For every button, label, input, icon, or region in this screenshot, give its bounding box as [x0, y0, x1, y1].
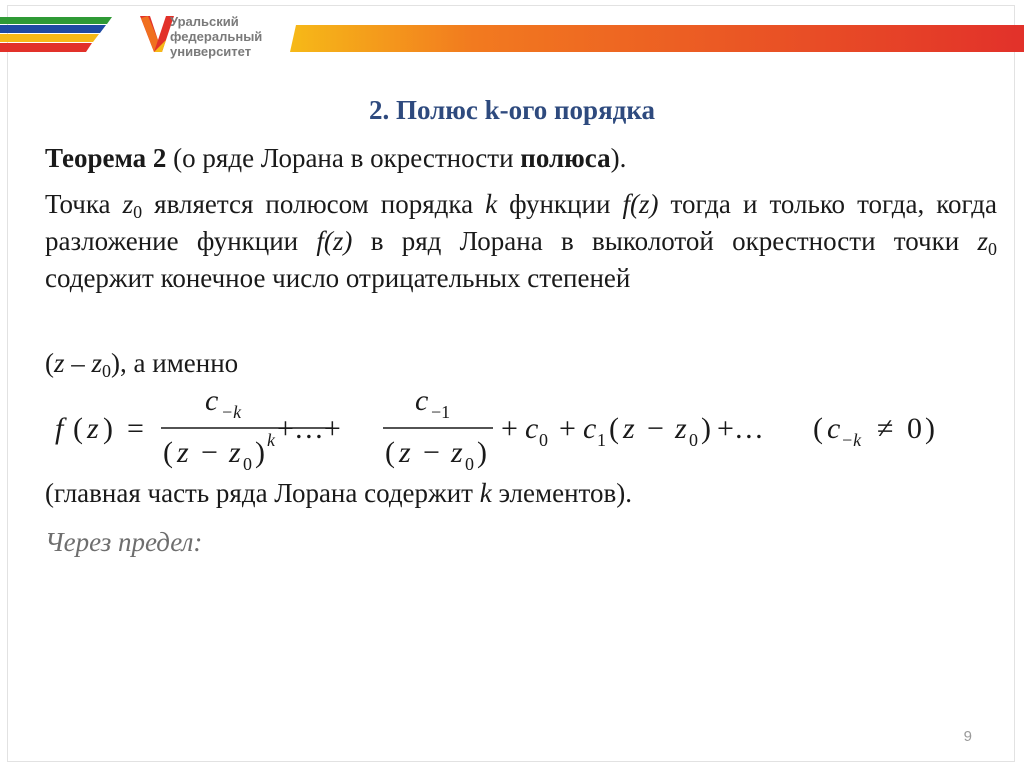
stripe-blue — [0, 25, 106, 33]
formula-sub: 0 — [539, 430, 548, 450]
var-z: z — [122, 189, 134, 219]
formula-sub: −k — [221, 402, 242, 422]
formula-paren: ( — [609, 412, 619, 445]
formula-z: z — [399, 436, 411, 469]
statement-text: содержит конечное число отрицательных степеней — [45, 263, 631, 293]
slide-title: 2. Полюс k-ого порядка — [369, 95, 655, 125]
formula-sub: 0 — [465, 454, 474, 474]
note-text: (главная часть ряда Лорана содержит — [45, 478, 480, 508]
formula-z: z — [87, 412, 99, 445]
stripe-right — [290, 25, 1024, 52]
formula-equals: = — [127, 412, 144, 445]
formula-dots: +…+ — [277, 412, 341, 445]
formula-power: k — [267, 430, 275, 450]
formula-paren: ( — [813, 412, 823, 445]
var-z: z — [54, 348, 65, 378]
formula-paren: ) — [103, 412, 113, 445]
formula-sub: 0 — [689, 430, 698, 450]
laurent-formula — [45, 380, 1024, 490]
formula-minus: − — [201, 436, 218, 469]
formula-c: c — [525, 412, 539, 445]
var-fz: f(z) — [316, 226, 353, 256]
formula-tail: +… — [717, 412, 764, 445]
note-text: элементов). — [491, 478, 632, 508]
stripe-yellow — [0, 34, 99, 42]
formula-z: z — [675, 412, 687, 445]
subscript: 0 — [133, 202, 143, 222]
formula-minus: − — [423, 436, 440, 469]
statement-text: в ряд Лорана в выколотой окрестности точки — [352, 226, 978, 256]
university-logo-icon — [140, 16, 174, 52]
formula-sub: −k — [841, 430, 862, 450]
theorem-statement — [45, 186, 997, 297]
formula-c: c — [205, 384, 219, 417]
var-z: z — [91, 348, 103, 378]
theorem-heading — [45, 140, 997, 177]
formula-z: z — [451, 436, 463, 469]
formula-paren: ( — [385, 436, 395, 469]
logo-line: университет — [170, 44, 252, 59]
statement-text: функции — [497, 189, 623, 219]
formula-paren: ) — [477, 436, 487, 469]
theorem-bold-word: полюса — [520, 143, 611, 173]
formula-sub: 0 — [243, 454, 252, 474]
formula-paren: ( — [73, 412, 83, 445]
statement-text: является полюсом порядка — [142, 189, 486, 219]
formula-paren: ( — [163, 436, 173, 469]
stripe-red — [0, 43, 92, 52]
var-z: z — [977, 226, 988, 256]
statement-text: ), а именно — [111, 348, 239, 378]
stripe-green — [0, 17, 112, 24]
svg-text:f — [55, 412, 67, 445]
formula-plus: + — [559, 412, 576, 445]
minus: – — [64, 348, 92, 378]
theorem-text-end: ). — [610, 143, 627, 173]
university-name — [170, 14, 262, 59]
formula-paren: ) — [255, 436, 265, 469]
var-k: k — [485, 189, 498, 219]
logo-line: Уральский — [170, 14, 239, 29]
formula-z: z — [229, 436, 241, 469]
paren: ( — [45, 348, 54, 378]
limit-label: Через предел: — [45, 527, 203, 557]
formula-zero: 0 — [907, 412, 922, 445]
formula-plus: + — [501, 412, 518, 445]
formula-z: z — [177, 436, 189, 469]
logo-line: федеральный — [170, 29, 263, 44]
page-number: 9 — [963, 728, 972, 745]
formula-sub: −1 — [431, 402, 451, 422]
theorem-text: (о ряде Лорана в окрестности — [166, 143, 521, 173]
formula-sub: 1 — [597, 430, 606, 450]
subscript: 0 — [988, 239, 997, 259]
header-stripes — [0, 0, 1024, 70]
formula-c: c — [583, 412, 597, 445]
principal-part-note — [45, 478, 632, 509]
formula-minus: − — [647, 412, 664, 445]
formula-f: f — [55, 412, 64, 445]
statement-continuation — [45, 345, 997, 382]
formula-paren: ) — [925, 412, 935, 445]
formula-paren: ) — [701, 412, 711, 445]
theorem-label: Теорема 2 — [45, 143, 167, 173]
formula-c: c — [827, 412, 841, 445]
var-fz: f(z) — [622, 189, 659, 219]
formula-neq: ≠ — [877, 412, 894, 445]
subscript: 0 — [102, 361, 112, 381]
statement-text: Точка — [45, 189, 123, 219]
formula-z: z — [623, 412, 635, 445]
var-k: k — [479, 478, 492, 508]
statement-text: тогда и только тогда, когда разложение функции — [45, 189, 997, 256]
formula-c: c — [415, 384, 429, 417]
